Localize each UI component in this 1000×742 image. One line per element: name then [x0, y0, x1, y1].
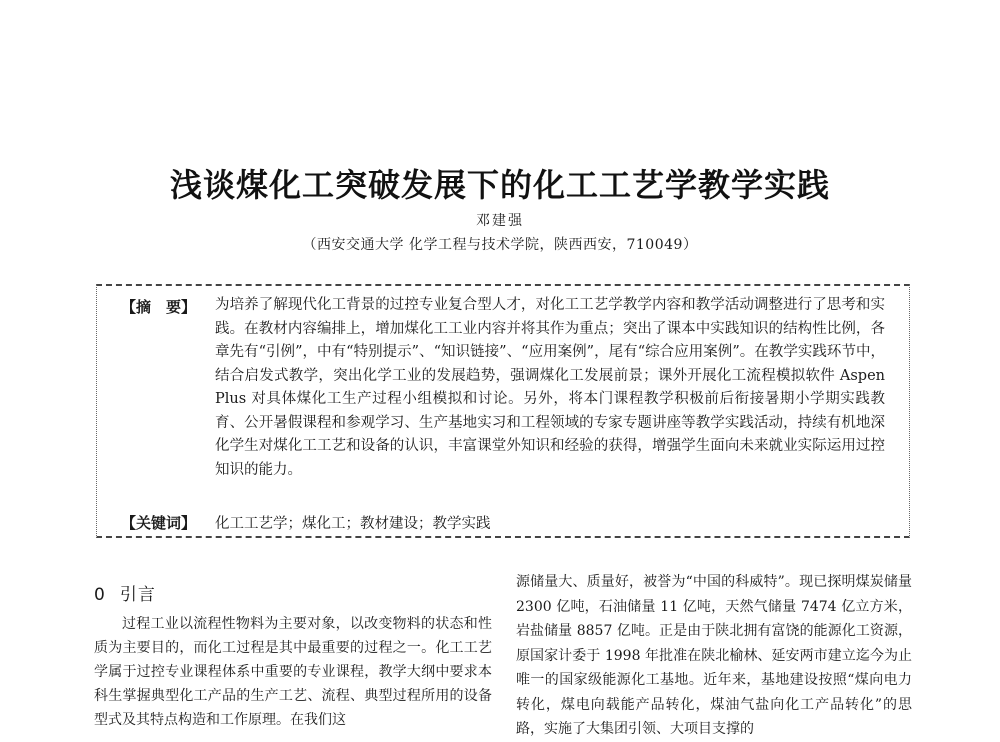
section-number: 0 — [94, 585, 106, 605]
section-title: 引言 — [119, 585, 156, 605]
abstract-label: 【摘 要】 — [121, 298, 197, 316]
paper-title: 浅谈煤化工突破发展下的化工工艺学教学实践 — [169, 166, 830, 204]
section-heading — [94, 580, 156, 605]
abstract-box — [96, 284, 910, 538]
author-affiliation: （西安交通大学 化学工程与技术学院，陕西西安，710049） — [302, 237, 698, 253]
keywords-label: 【关键词】 — [121, 514, 197, 532]
author-name: 邓建强 — [476, 213, 524, 229]
body-right-column: 源储量大、质量好，被誉为“中国的科威特”。现已探明煤炭储量 2300 亿吨，石油储量 11 亿吨，天然气储量 7474 亿立方米，岩盐储量 8857 亿吨。正是由于陕北拥有富饶的能源化工资源，原国家计委于 1998 年批准在陕北榆林、延安两市建立迄今为止唯一的国家级能源化工基地。近年来，基地建设按照“煤向电力转化，煤电向载能产品转化，煤油气盐向化工产品转化”的思路，实施了大集团引领、大项目支撑的 — [516, 574, 912, 737]
abstract-text: 为培养了解现代化工背景的过控专业复合型人才，对化工工艺学教学内容和教学活动调整进行了思考和实践。在教材内容编排上，增加煤化工工业内容并将其作为重点；突出了课本中实践知识的结构性比例，各章先有“引例”，中有“特别提示”、“知识链接”、“应用案例”，尾有“综合应用案例”。在教学实践环节中，结合启发式教学，突出化学工业的发展趋势，强调煤化工发展前景；课外开展化工流程模拟软件 Aspen Plus 对具体煤化工生产过程小组模拟和讨论。另外，将本门课程教学积极前后衔接暑期小学期实践教育、公开暑假课程和参观学习、生产基地实习和工程领域的专家专题讲座等教学实践活动，持续有机地深化学生对煤化工工艺和设备的认识，丰富课堂外知识和经验的获得，增强学生面向未来就业实际运用过控知识的能力。 — [215, 297, 885, 478]
keywords-text: 化工工艺学；煤化工；教材建设；教学实践 — [215, 516, 491, 532]
body-left-column: 过程工业以流程性物料为主要对象，以改变物料的状态和性质为主要目的，而化工过程是其中最重要的过程之一。化工工艺学属于过控专业课程体系中重要的专业课程，教学大纲中要求本科生掌握典型化工产品的生产工艺、流程、典型过程所用的设备型式及其特点构造和工作原理。在我们这 — [94, 616, 492, 728]
